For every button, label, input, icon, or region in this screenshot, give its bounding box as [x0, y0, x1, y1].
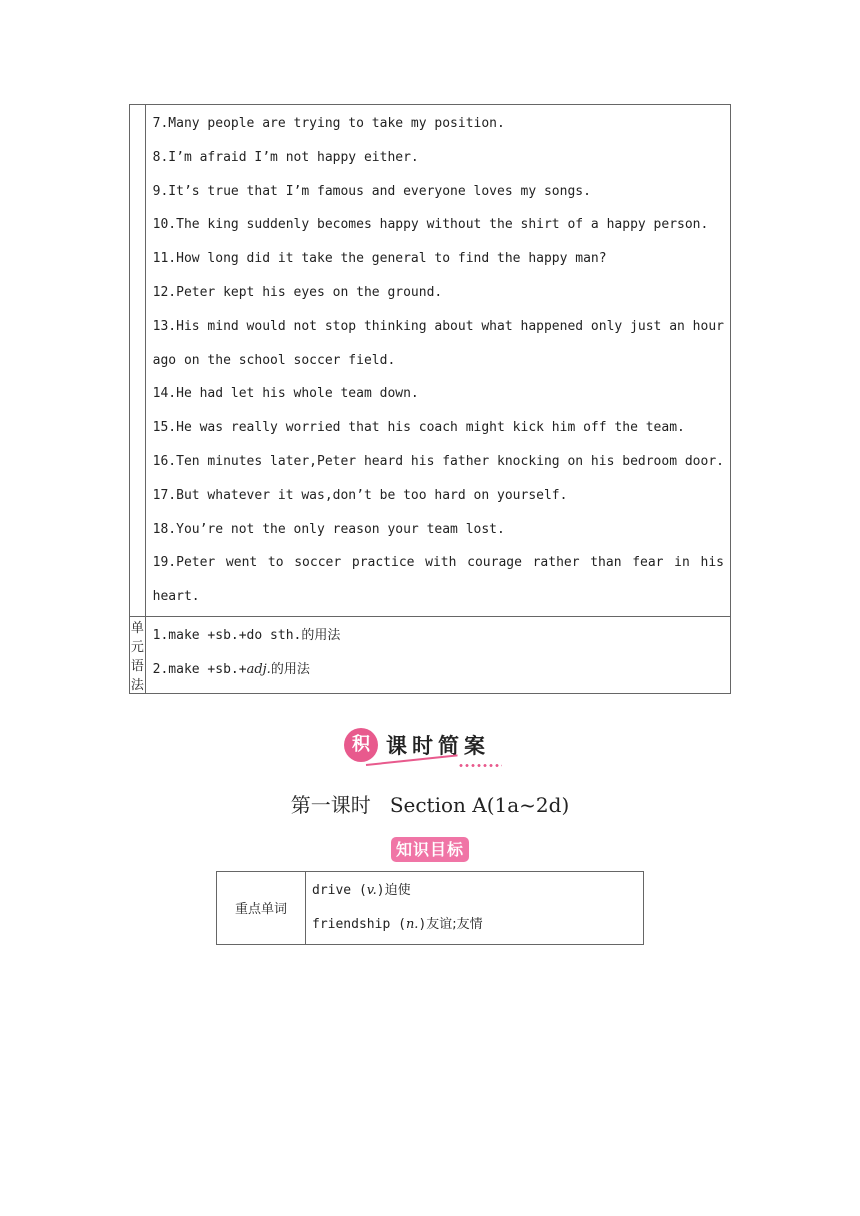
- banner-title: 课时简案: [386, 734, 490, 758]
- sentence-14: 14.He had let his whole team down.: [152, 386, 419, 402]
- lesson-title: [0, 789, 860, 818]
- lesson-title-cn: 第一课时: [290, 793, 371, 817]
- banner-icon: 积: [344, 728, 378, 762]
- vocab-pos-2: n.: [405, 916, 419, 932]
- sentences-cell: [145, 105, 730, 617]
- vocab-meaning-1: 迫使: [384, 883, 411, 898]
- banner-dots: [458, 764, 502, 767]
- grammar-1-usage: 的用法: [301, 627, 341, 643]
- grammar-label: 单元语法: [130, 616, 146, 693]
- grammar-cell: [145, 616, 730, 693]
- vocab-word-2: friendship: [312, 916, 391, 932]
- grammar-2-pattern: 2.make +sb.+: [152, 661, 247, 677]
- grammar-2-adj: adj.: [246, 661, 271, 677]
- sentence-13: 13.His mind would not stop thinking about what happened only just an hour ago on the school soccer field.: [152, 318, 724, 368]
- vocab-cell: [306, 872, 644, 945]
- vocab-table: [216, 871, 644, 945]
- grammar-item-2: [153, 653, 724, 687]
- sentence-11: 11.How long did it take the general to find the happy man?: [152, 251, 607, 267]
- vocab-meaning-2: 友谊;友情: [426, 916, 483, 932]
- grammar-row: [130, 616, 731, 693]
- sentence-10: 10.The king suddenly becomes happy without the shirt of a happy person.: [152, 217, 709, 233]
- vocab-row: [217, 872, 644, 945]
- sentence-15: 15.He was really worried that his coach might kick him off the team.: [152, 420, 685, 436]
- sentences-row: [130, 105, 731, 617]
- section-banner: [344, 726, 504, 772]
- vocab-label: 重点单词: [217, 872, 306, 945]
- sentence-19: 19.Peter went to soccer practice with courage rather than fear in his heart.: [152, 555, 724, 605]
- knowledge-goal-badge: 知识目标: [391, 837, 469, 862]
- sentence-8: 8.I’m afraid I’m not happy either.: [152, 149, 419, 165]
- sentence-18: 18.You’re not the only reason your team lost.: [152, 521, 505, 537]
- sentence-9: 9.It’s true that I’m famous and everyone loves my songs.: [152, 183, 591, 199]
- sentence-17: 17.But whatever it was,don’t be too hard on yourself.: [152, 487, 568, 503]
- sentences-table: [129, 104, 731, 694]
- vocab-pos-1: v.: [366, 883, 377, 898]
- grammar-item-1: [153, 619, 724, 653]
- grammar-2-usage: 的用法: [270, 661, 310, 677]
- sentence-12: 12.Peter kept his eyes on the ground.: [152, 284, 443, 300]
- lesson-title-en: Section A(1a~2d): [389, 793, 570, 817]
- vocab-item-2: friendship (n.)友谊;友情: [312, 916, 483, 932]
- vocab-word-1: drive: [312, 883, 352, 898]
- sentence-7: 7.Many people are trying to take my position.: [152, 116, 505, 131]
- vocab-item-1: drive (v.)迫使: [312, 883, 411, 898]
- grammar-1-pattern: 1.make +sb.+do sth.: [152, 627, 302, 643]
- sentences-label-cell: [130, 105, 146, 617]
- sentence-16: 16.Ten minutes later,Peter heard his father knocking on his bedroom door.: [152, 453, 724, 469]
